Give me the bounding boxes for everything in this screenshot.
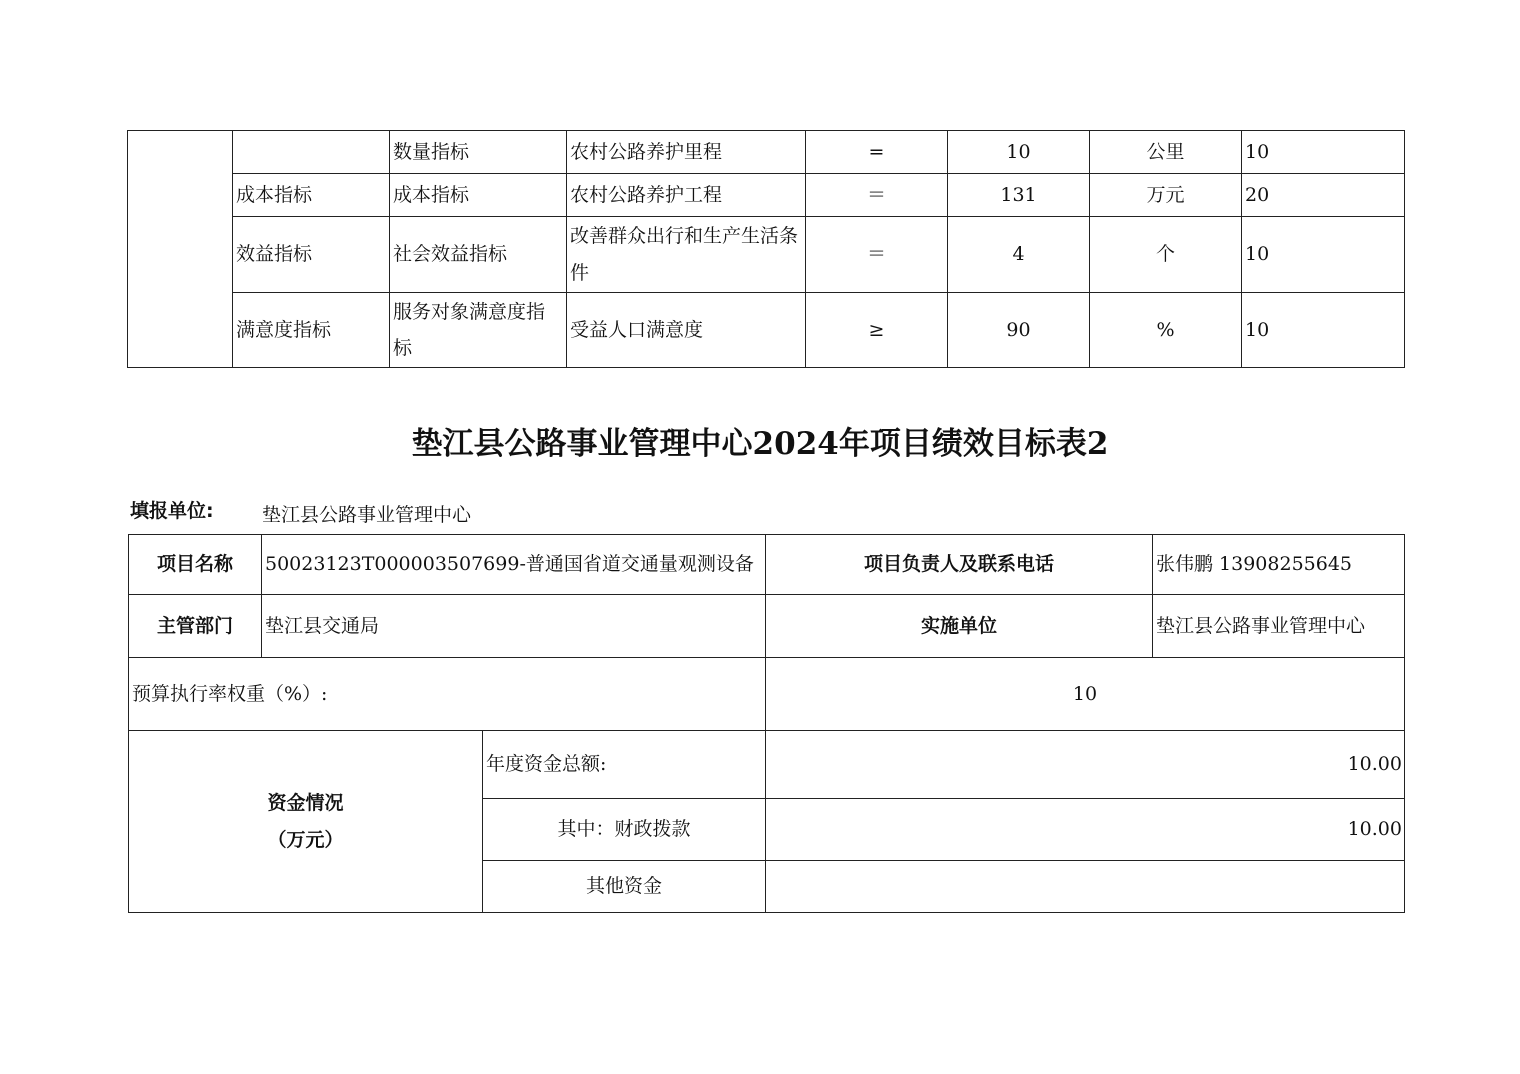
value-cell: 10 [948, 131, 1090, 174]
weight-cell: 20 [1242, 174, 1405, 217]
level2-cell: 成本指标 [233, 174, 390, 217]
indicator-row [128, 174, 1405, 217]
impl-value: 垫江县公路事业管理中心 [1153, 595, 1405, 658]
indicator-row [128, 131, 1405, 174]
level2-cell: 满意度指标 [233, 293, 390, 368]
responsible-value: 张伟鹏 13908255645 [1153, 535, 1405, 595]
fill-unit-value: 垫江县公路事业管理中心 [262, 504, 472, 526]
responsible-label: 项目负责人及联系电话 [766, 535, 1153, 595]
indicator-row [128, 217, 1405, 293]
project-info-table [128, 534, 1405, 913]
dept-value: 垫江县交通局 [262, 595, 766, 658]
fill-unit-label: 填报单位: [130, 500, 214, 522]
operator-cell: = [806, 131, 948, 174]
indicator-name-cell: 受益人口满意度 [567, 293, 806, 368]
indicator-table [127, 130, 1405, 368]
value-cell: 90 [948, 293, 1090, 368]
operator-cell: ＝ [806, 174, 948, 217]
funds-unit: （万元） [267, 828, 344, 851]
level3-cell: 成本指标 [390, 174, 567, 217]
budget-rate-value: 10 [766, 658, 1405, 731]
project-name-value: 50023123T000003507699-普通国省道交通量观测设备 [262, 535, 766, 595]
weight-cell: 10 [1242, 293, 1405, 368]
annual-total-label: 年度资金总额: [483, 731, 766, 799]
unit-cell: % [1090, 293, 1242, 368]
unit-cell: 公里 [1090, 131, 1242, 174]
fiscal-label: 其中：财政拨款 [483, 799, 766, 861]
page-title: 垫江县公路事业管理中心2024年项目绩效目标表2 [411, 426, 1109, 462]
dept-label: 主管部门 [129, 595, 262, 658]
other-funds-value [766, 861, 1405, 913]
indicator-name-cell: 农村公路养护工程 [567, 174, 806, 217]
unit-cell: 万元 [1090, 174, 1242, 217]
weight-cell: 10 [1242, 131, 1405, 174]
indicator-row [128, 293, 1405, 368]
other-funds-label: 其他资金 [483, 861, 766, 913]
value-cell: 131 [948, 174, 1090, 217]
level3-cell: 服务对象满意度指标 [390, 293, 567, 368]
value-cell: 4 [948, 217, 1090, 293]
budget-rate-row [129, 658, 1405, 731]
unit-cell: 个 [1090, 217, 1242, 293]
operator-cell: ＝ [806, 217, 948, 293]
operator-cell: ≥ [806, 293, 948, 368]
level3-cell: 数量指标 [390, 131, 567, 174]
dept-row [129, 595, 1405, 658]
level1-cell [128, 131, 233, 368]
funds-cell [129, 731, 483, 913]
project-name-label: 项目名称 [129, 535, 262, 595]
impl-label: 实施单位 [766, 595, 1153, 658]
indicator-name-cell: 农村公路养护里程 [567, 131, 806, 174]
annual-total-row [129, 731, 1405, 799]
indicator-name-cell: 改善群众出行和生产生活条件 [567, 217, 806, 293]
budget-rate-label: 预算执行率权重（%）: [129, 658, 766, 731]
level3-cell: 社会效益指标 [390, 217, 567, 293]
annual-total-value: 10.00 [766, 731, 1405, 799]
project-name-row [129, 535, 1405, 595]
weight-cell: 10 [1242, 217, 1405, 293]
level2-cell: 效益指标 [233, 217, 390, 293]
level2-cell [233, 131, 390, 174]
fiscal-value: 10.00 [766, 799, 1405, 861]
funds-label: 资金情况 [267, 792, 344, 815]
